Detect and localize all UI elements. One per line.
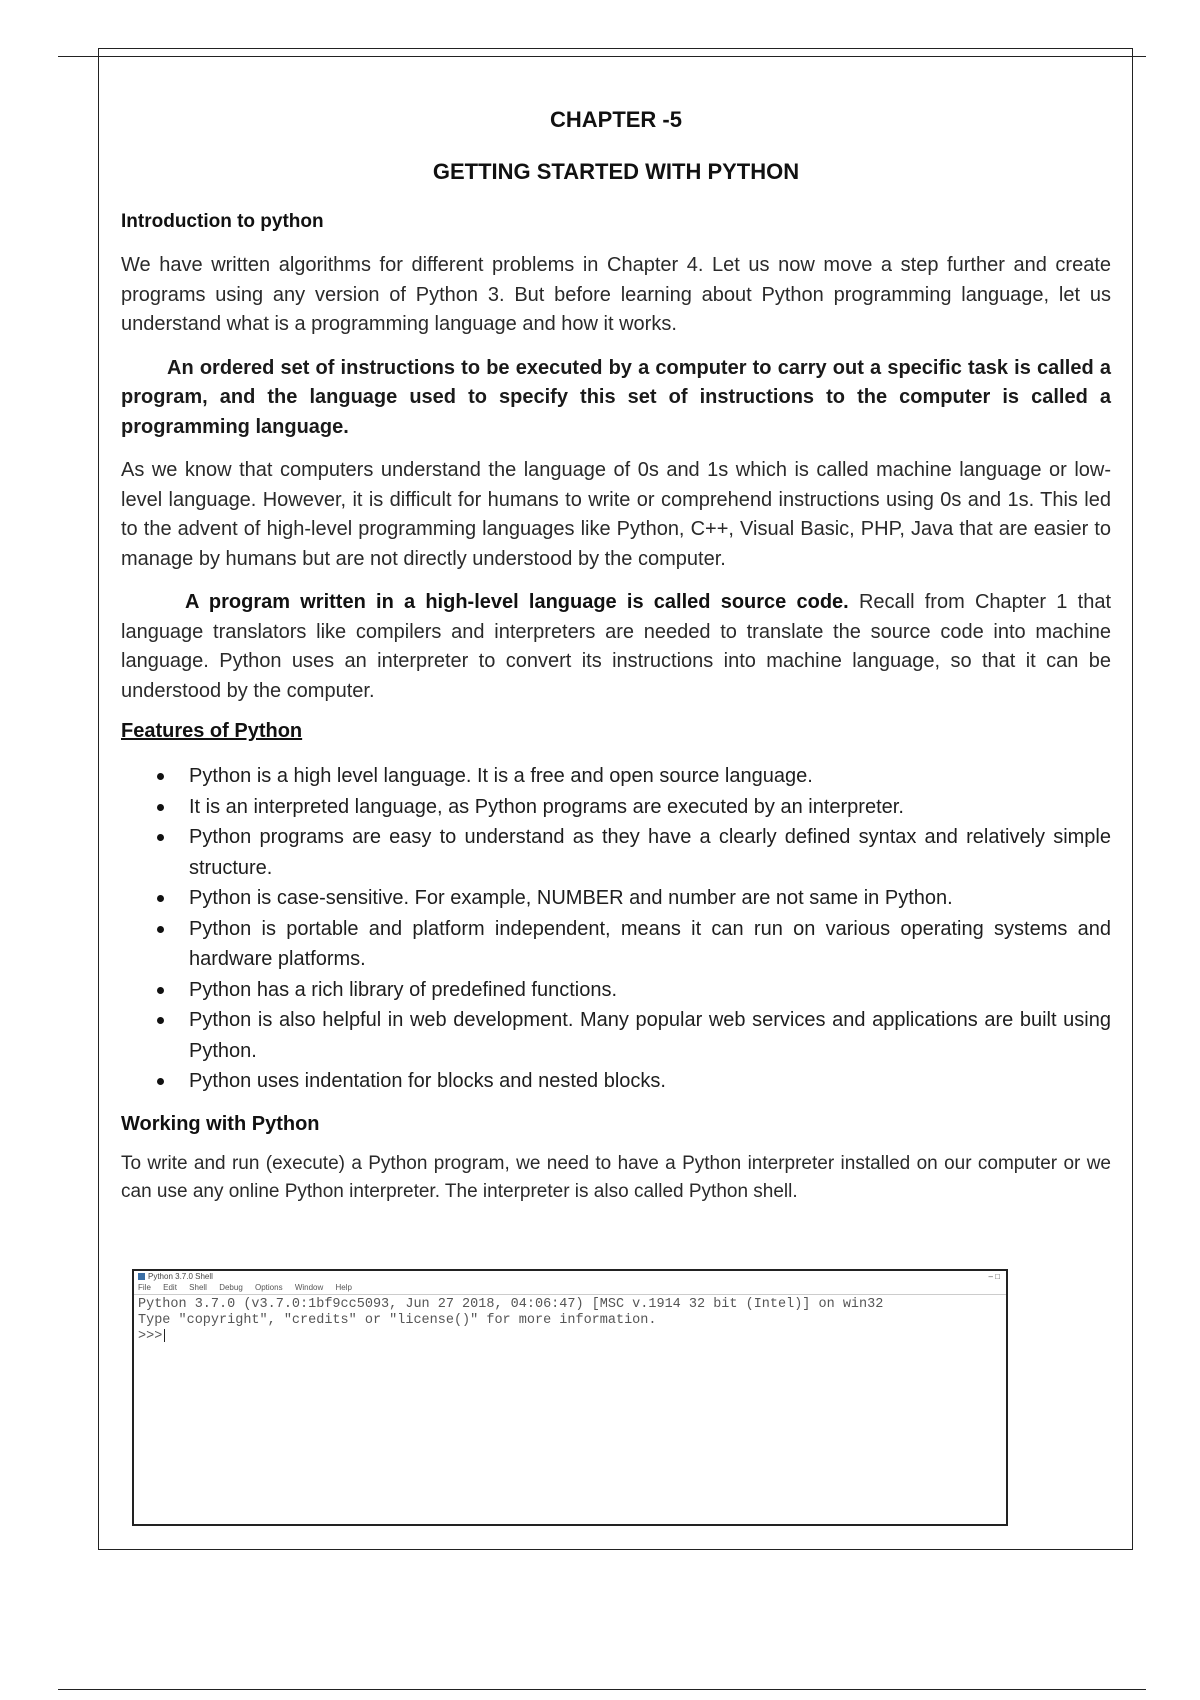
bottom-rule — [58, 1689, 1146, 1690]
feature-item: Python is also helpful in web development. Many popular web services and applications are built using Python. — [189, 1005, 1111, 1066]
feature-item: Python is a high level language. It is a free and open source language. — [189, 761, 1111, 792]
python-shell-screenshot — [132, 1269, 1008, 1526]
shell-menubar — [134, 1282, 1006, 1295]
python-icon — [138, 1273, 145, 1280]
menu-debug: Debug — [219, 1283, 243, 1292]
feature-item: It is an interpreted language, as Python programs are executed by an interpreter. — [189, 792, 1111, 823]
paragraph-machine-language: As we know that computers understand the language of 0s and 1s which is called machine language or low-level language. However, it is difficult for humans to write or comprehend instructions using 0s and 1s. This led to the advent of high-level programming languages like Python, C++, Visual Basic, PHP, Java that are easier to manage by humans but are not directly understood by the computer. — [121, 459, 1111, 570]
source-code-explanation: Recall from Chapter 1 that language translators like compilers and interpreters are needed to translate the source code into machine language. Python uses an interpreter to convert its instructions into machine language, so that it can be understood by the computer. — [121, 591, 1111, 702]
shell-output — [134, 1295, 1006, 1347]
feature-item: Python is portable and platform independent, means it can run on various operating systems and hardware platforms. — [189, 914, 1111, 975]
shell-prompt: >>> — [138, 1329, 163, 1345]
paragraph-program-definition: An ordered set of instructions to be executed by a computer to carry out a specific task is called a program, and the language used to specify this set of instructions to the computer is called a programming language. — [121, 356, 1111, 438]
features-list — [121, 761, 1111, 1097]
menu-window: Window — [294, 1283, 324, 1292]
feature-item: Python programs are easy to understand as they have a clearly defined syntax and relatively simple structure. — [189, 822, 1111, 883]
chapter-title: GETTING STARTED WITH PYTHON — [432, 159, 800, 184]
menu-shell: Shell — [189, 1283, 207, 1292]
shell-version-line: Python 3.7.0 (v3.7.0:1bf9cc5093, Jun 27 2018, 04:06:47) [MSC v.1914 32 bit (Intel)] on win32 — [138, 1297, 884, 1312]
menu-help: Help — [335, 1283, 352, 1292]
page-frame — [98, 48, 1133, 1550]
shell-title: Python 3.7.0 Shell — [148, 1272, 213, 1281]
shell-prompt-line — [138, 1329, 1002, 1345]
text-cursor — [164, 1329, 165, 1342]
window-controls: – □ — [988, 1272, 1000, 1281]
features-heading: Features of Python — [121, 720, 303, 742]
source-code-definition: A program written in a high-level language is called source code. — [185, 591, 849, 613]
paragraph-source-code — [121, 588, 1111, 706]
menu-options: Options — [255, 1283, 283, 1292]
shell-info-line: Type "copyright", "credits" or "license()" for more information. — [138, 1313, 657, 1328]
feature-item: Python is case-sensitive. For example, NUMBER and number are not same in Python. — [189, 883, 1111, 914]
intro-heading: Introduction to python — [121, 211, 324, 232]
menu-edit: Edit — [163, 1283, 177, 1292]
working-heading: Working with Python — [121, 1112, 320, 1135]
paragraph-intro: We have written algorithms for different problems in Chapter 4. Let us now move a step further and create programs using any version of Python 3. But before learning about Python programming language, let us understand what is a programming language and how it works. — [121, 254, 1111, 335]
shell-titlebar — [134, 1271, 1006, 1282]
paragraph-working: To write and run (execute) a Python program, we need to have a Python interpreter installed on our computer or we can use any online Python interpreter. The interpreter is also called Python shell. — [121, 1152, 1111, 1202]
menu-file: File — [138, 1283, 151, 1292]
feature-item: Python uses indentation for blocks and nested blocks. — [189, 1066, 1111, 1097]
feature-item: Python has a rich library of predefined functions. — [189, 975, 1111, 1006]
page-content — [121, 107, 1111, 1206]
chapter-label: CHAPTER -5 — [549, 107, 682, 132]
